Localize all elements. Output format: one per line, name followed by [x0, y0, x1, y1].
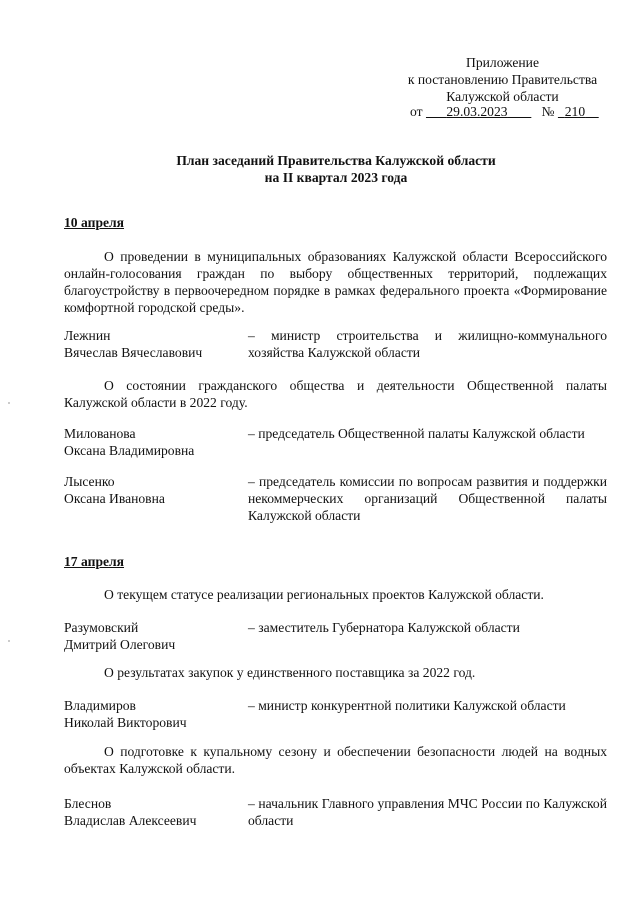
agenda-topic: О текущем статусе реализации региональных проектов Калужской области.	[104, 587, 544, 602]
resolution-date: 29.03.2023	[446, 104, 508, 119]
scan-speck	[8, 640, 10, 642]
section-date: 17 апреля	[64, 554, 125, 569]
resolution-date-line	[410, 103, 610, 120]
title-line: План заседаний Правительства Калужской области	[176, 153, 496, 168]
appendix-block	[400, 54, 605, 105]
appendix-line: Калужской области	[446, 89, 559, 104]
speaker-name: Лысенко Оксана Ивановна	[64, 474, 165, 506]
speaker-role: – заместитель Губернатора Калужской области	[248, 620, 520, 635]
agenda-topic: О результатах закупок у единственного поставщика за 2022 год.	[104, 665, 476, 680]
speaker-role: – министр строительства и жилищно-коммунального хозяйства Калужской области	[248, 328, 607, 360]
scan-speck	[8, 402, 10, 404]
agenda-item	[64, 586, 607, 603]
speaker-role: – начальник Главного управления МЧС России по Калужской области	[248, 796, 607, 828]
page-title	[64, 152, 608, 186]
speaker-name: Разумовский Дмитрий Олегович	[64, 620, 176, 652]
date-prefix: от	[410, 104, 423, 119]
agenda-topic: О состоянии гражданского общества и деятельности Общественной палаты Калужской области в 2022 году.	[64, 378, 607, 410]
appendix-line: Приложение	[466, 55, 539, 70]
appendix-line: к постановлению Правительства	[407, 72, 598, 87]
speaker-name: Владимиров Николай Викторович	[64, 698, 187, 730]
section-date: 10 апреля	[64, 215, 125, 230]
speaker-name: Милованова Оксана Владимировна	[64, 426, 195, 458]
speaker-name: Блеснов Владислав Алексеевич	[64, 796, 197, 828]
agenda-item	[64, 743, 607, 777]
agenda-topic: О проведении в муниципальных образованиях Калужской области Всероссийского онлайн-голосования граждан по выбору общественных территорий, подлежащих благоустройству в первоочередном порядке в рамках федерального проекта «Формирование комфортной городской среды».	[64, 249, 607, 315]
title-line: на II квартал 2023 года	[264, 170, 408, 185]
speaker-role: – председатель комиссии по вопросам развития и поддержки некоммерческих организаций Общественной палаты Калужской области	[248, 474, 607, 523]
agenda-item	[64, 248, 607, 316]
agenda-item	[64, 664, 607, 681]
resolution-number: 210	[564, 104, 586, 119]
agenda-topic: О подготовке к купальному сезону и обеспечении безопасности людей на водных объектах Калужской области.	[64, 744, 607, 776]
agenda-item	[64, 377, 607, 411]
speaker-role: – министр конкурентной политики Калужской области	[248, 698, 566, 713]
speaker-role: – председатель Общественной палаты Калужской области	[248, 426, 585, 441]
number-sign: №	[541, 104, 555, 119]
speaker-name: Лежнин Вячеслав Вячеславович	[64, 328, 203, 360]
